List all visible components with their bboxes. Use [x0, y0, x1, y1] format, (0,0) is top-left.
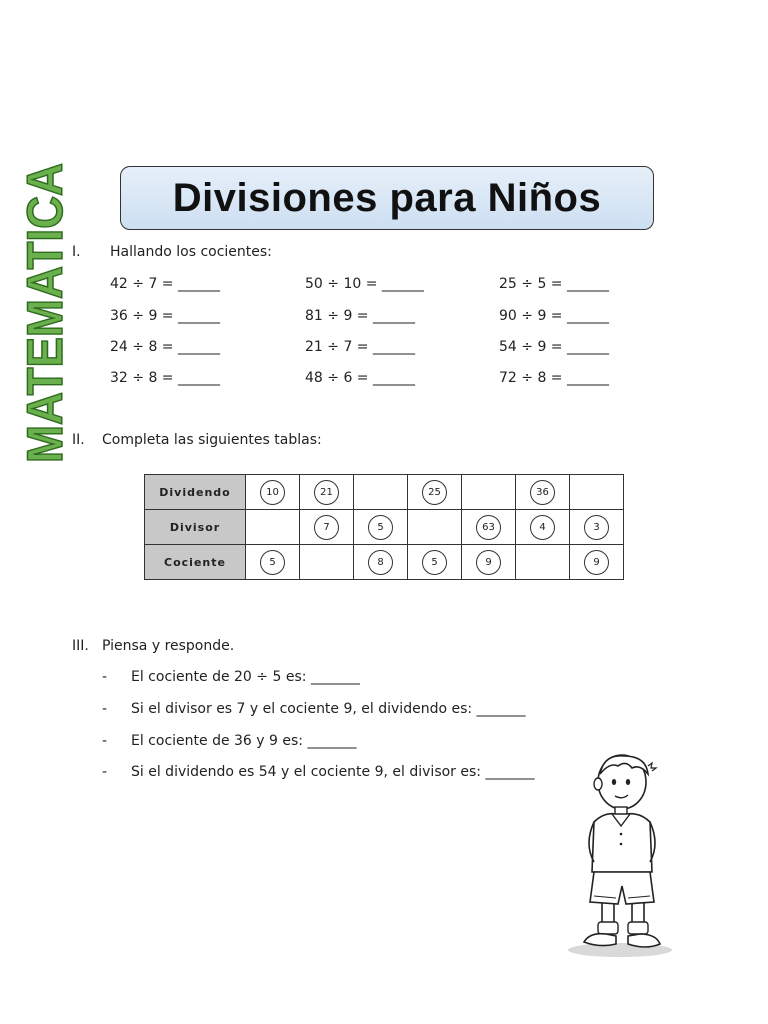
- page-title: Divisiones para Niños: [172, 175, 602, 220]
- section-2-heading: [72, 432, 322, 448]
- title-banner: [120, 166, 654, 230]
- circled-number: 8: [368, 550, 393, 575]
- circled-number: 21: [314, 480, 339, 505]
- table-cell[interactable]: [300, 510, 354, 545]
- row-label: Cociente: [145, 545, 246, 580]
- row-label: Dividendo: [145, 475, 246, 510]
- section-3-title: Piensa y responde.: [102, 638, 235, 654]
- bullet-dash: -: [102, 669, 108, 685]
- section-2-number: II.: [72, 432, 85, 448]
- circled-number: 7: [314, 515, 339, 540]
- exercise: 48 ÷ 6 = ______: [305, 370, 415, 386]
- circled-number: 9: [584, 550, 609, 575]
- table-row-cociente: [145, 545, 624, 580]
- table-cell[interactable]: [354, 510, 408, 545]
- circled-number: 36: [530, 480, 555, 505]
- table-cell[interactable]: [462, 545, 516, 580]
- section-1-heading: [72, 244, 272, 260]
- table-cell[interactable]: [408, 545, 462, 580]
- svg-text:MATEMATICA: MATEMATICA: [17, 134, 73, 463]
- row-label: Divisor: [145, 510, 246, 545]
- bullet-dash: -: [102, 764, 108, 780]
- table-cell[interactable]: [516, 475, 570, 510]
- section-3-number: III.: [72, 638, 89, 654]
- question-text: Si el dividendo es 54 y el cociente 9, el divisor es: _______: [131, 764, 535, 780]
- circled-number: 10: [260, 480, 285, 505]
- question-item: [102, 764, 534, 780]
- circled-number: 3: [584, 515, 609, 540]
- exercise: 90 ÷ 9 = ______: [499, 308, 609, 324]
- circled-number: 5: [260, 550, 285, 575]
- exercise: 25 ÷ 5 = ______: [499, 276, 609, 292]
- table-cell-empty[interactable]: [462, 475, 516, 510]
- exercise: 54 ÷ 9 = ______: [499, 339, 609, 355]
- table-cell[interactable]: [246, 475, 300, 510]
- section-2-title: Completa las siguientes tablas:: [102, 432, 322, 448]
- table-cell[interactable]: [462, 510, 516, 545]
- bullet-dash: -: [102, 701, 108, 717]
- division-table: [144, 474, 624, 580]
- table-cell-empty[interactable]: [570, 475, 624, 510]
- question-item: [102, 701, 526, 717]
- table-cell[interactable]: [408, 475, 462, 510]
- exercise: 50 ÷ 10 = ______: [305, 276, 424, 292]
- circled-number: 9: [476, 550, 501, 575]
- circled-number: 5: [422, 550, 447, 575]
- question-item: [102, 669, 360, 685]
- question-text: El cociente de 20 ÷ 5 es: _______: [131, 669, 360, 685]
- table-cell-empty[interactable]: [516, 545, 570, 580]
- table-row-dividendo: [145, 475, 624, 510]
- table-cell-empty[interactable]: [408, 510, 462, 545]
- bullet-dash: -: [102, 733, 108, 749]
- section-1-title: Hallando los cocientes:: [110, 244, 272, 260]
- side-title-matematica: [17, 134, 73, 464]
- table-cell[interactable]: [570, 545, 624, 580]
- circled-number: 63: [476, 515, 501, 540]
- exercise: 24 ÷ 8 = ______: [110, 339, 220, 355]
- circled-number: 5: [368, 515, 393, 540]
- circled-number: 4: [530, 515, 555, 540]
- question-text: El cociente de 36 y 9 es: _______: [131, 733, 357, 749]
- exercise: 81 ÷ 9 = ______: [305, 308, 415, 324]
- question-text: Si el divisor es 7 y el cociente 9, el dividendo es: _______: [131, 701, 526, 717]
- table-row-divisor: [145, 510, 624, 545]
- table-cell[interactable]: [516, 510, 570, 545]
- circled-number: 25: [422, 480, 447, 505]
- exercise: 32 ÷ 8 = ______: [110, 370, 220, 386]
- table-cell-empty[interactable]: [246, 510, 300, 545]
- table-cell-empty[interactable]: [354, 475, 408, 510]
- section-3-heading: [72, 638, 234, 654]
- section-1-number: I.: [72, 244, 81, 260]
- table-cell-empty[interactable]: [300, 545, 354, 580]
- table-cell[interactable]: [354, 545, 408, 580]
- table-cell[interactable]: [570, 510, 624, 545]
- table-cell[interactable]: [300, 475, 354, 510]
- cartoon-boy-illustration: [560, 752, 680, 958]
- question-item: [102, 733, 356, 749]
- exercise: 21 ÷ 7 = ______: [305, 339, 415, 355]
- exercise: 72 ÷ 8 = ______: [499, 370, 609, 386]
- exercise: 36 ÷ 9 = ______: [110, 308, 220, 324]
- exercise: 42 ÷ 7 = ______: [110, 276, 220, 292]
- table-cell[interactable]: [246, 545, 300, 580]
